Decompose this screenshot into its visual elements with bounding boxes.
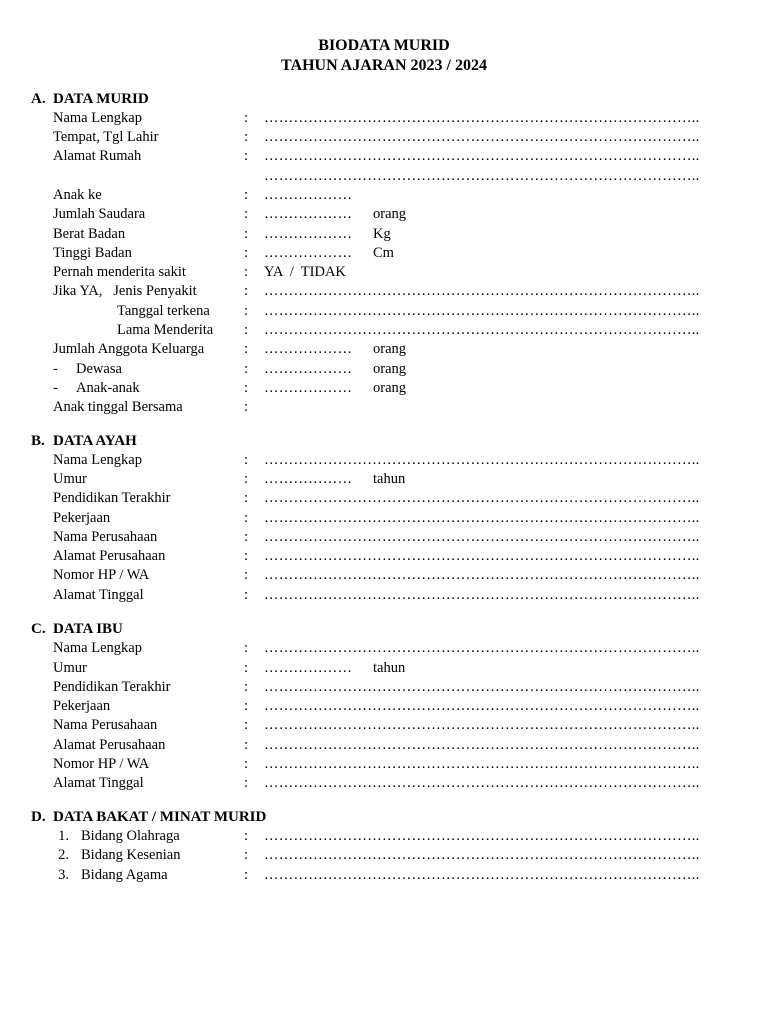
field-label: Pernah menderita sakit — [53, 264, 186, 280]
field-label: Pekerjaan — [53, 510, 111, 526]
field-row-ayah-nama — [0, 451, 768, 470]
fill-in-blank[interactable]: …………………………………………………………………………….. — [264, 756, 700, 772]
field-label: Pekerjaan — [53, 698, 111, 714]
fill-in-blank[interactable]: …………………………………………………………………………….. — [264, 679, 700, 695]
field-row-dewasa — [0, 360, 768, 379]
fill-in-blank[interactable]: …………………………………………………………………………….. — [264, 510, 700, 526]
fill-in-blank-short[interactable]: ……………… — [264, 341, 353, 357]
fill-in-blank-short[interactable]: ……………… — [264, 206, 353, 222]
fill-in-blank[interactable]: …………………………………………………………………………….. — [264, 567, 700, 583]
field-colon: : — [244, 399, 249, 415]
field-colon: : — [244, 361, 249, 377]
document-title: BIODATA MURID — [318, 37, 450, 54]
field-row-ayah-pekerjaan — [0, 509, 768, 528]
field-colon: : — [244, 548, 249, 564]
field-label: Jika YA, Jenis Penyakit — [53, 283, 197, 299]
fill-in-blank[interactable]: …………………………………………………………………………….. — [264, 548, 700, 564]
field-row-pernah-sakit — [0, 263, 768, 282]
fill-in-blank[interactable]: …………………………………………………………………………….. — [264, 490, 700, 506]
field-label: Anak tinggal Bersama — [53, 399, 183, 415]
field-colon: : — [244, 452, 249, 468]
field-colon: : — [244, 640, 249, 656]
field-colon: : — [244, 660, 249, 676]
field-label: Nama Perusahaan — [53, 529, 158, 545]
unit-label: tahun — [373, 660, 406, 676]
field-row-ayah-nama-perusahaan — [0, 528, 768, 547]
fill-in-blank-short[interactable]: ……………… — [264, 380, 353, 396]
fill-in-blank[interactable]: …………………………………………………………………………….. — [264, 775, 700, 791]
field-row-ibu-alamat-perusahaan — [0, 736, 768, 755]
field-row-jumlah-anggota — [0, 340, 768, 359]
fill-in-blank-short[interactable]: ……………… — [264, 187, 353, 203]
field-colon: : — [244, 264, 249, 280]
field-label: Nomor HP / WA — [53, 567, 150, 583]
field-row-anak-anak — [0, 379, 768, 398]
field-row-alamat-rumah-line2 — [0, 167, 768, 186]
bullet-dash: - — [53, 361, 58, 377]
section-letter: B. — [31, 433, 45, 449]
unit-label: orang — [373, 361, 407, 377]
fill-in-blank[interactable]: …………………………………………………………………………….. — [264, 640, 700, 656]
field-colon: : — [244, 206, 249, 222]
unit-label: Cm — [373, 245, 394, 261]
fill-in-blank[interactable]: …………………………………………………………………………….. — [264, 698, 700, 714]
field-colon: : — [244, 775, 249, 791]
field-label: Nama Perusahaan — [53, 717, 158, 733]
fill-in-blank[interactable]: …………………………………………………………………………….. — [264, 867, 700, 883]
field-label: Alamat Perusahaan — [53, 737, 166, 753]
field-label: Nama Lengkap — [53, 452, 142, 468]
yes-no-choice[interactable]: YA / TIDAK — [264, 264, 346, 280]
field-label: Tanggal terkena — [117, 303, 210, 319]
field-label: Dewasa — [76, 361, 122, 377]
field-row-anak-ke — [0, 186, 768, 205]
fill-in-blank[interactable]: …………………………………………………………………………….. — [264, 587, 700, 603]
field-row-ibu-umur — [0, 659, 768, 678]
section-title: DATA IBU — [53, 621, 123, 637]
field-label: Umur — [53, 660, 87, 676]
field-label: Alamat Tinggal — [53, 587, 144, 603]
fill-in-blank[interactable]: …………………………………………………………………………….. — [264, 168, 700, 184]
fill-in-blank[interactable]: …………………………………………………………………………….. — [264, 737, 700, 753]
field-colon: : — [244, 341, 249, 357]
section-b-heading — [31, 432, 137, 451]
field-row-alamat-rumah — [0, 147, 768, 166]
field-row-ibu-pekerjaan — [0, 697, 768, 716]
field-row-ayah-pendidikan — [0, 489, 768, 508]
field-colon: : — [244, 510, 249, 526]
field-row-jenis-penyakit — [0, 282, 768, 301]
field-label: Bidang Olahraga — [81, 828, 180, 844]
field-colon: : — [244, 303, 249, 319]
section-letter: C. — [31, 621, 46, 637]
field-label: Berat Badan — [53, 226, 126, 242]
field-colon: : — [244, 148, 249, 164]
field-row-bidang-olahraga — [0, 827, 768, 846]
field-colon: : — [244, 380, 249, 396]
fill-in-blank[interactable]: …………………………………………………………………………….. — [264, 828, 700, 844]
field-colon: : — [244, 283, 249, 299]
unit-label: Kg — [373, 226, 391, 242]
list-number: 1. — [58, 828, 69, 844]
field-colon: : — [244, 529, 249, 545]
field-colon: : — [244, 587, 249, 603]
field-row-tempat-tgl-lahir — [0, 128, 768, 147]
field-row-ayah-alamat-tinggal — [0, 586, 768, 605]
field-colon: : — [244, 828, 249, 844]
fill-in-blank-short[interactable]: ……………… — [264, 361, 353, 377]
fill-in-blank[interactable]: …………………………………………………………………………….. — [264, 129, 700, 145]
field-colon: : — [244, 698, 249, 714]
field-row-ibu-pendidikan — [0, 678, 768, 697]
fill-in-blank-short[interactable]: ……………… — [264, 471, 353, 487]
fill-in-blank[interactable]: …………………………………………………………………………….. — [264, 529, 700, 545]
unit-label: orang — [373, 206, 407, 222]
fill-in-blank[interactable]: …………………………………………………………………………….. — [264, 847, 700, 863]
fill-in-blank[interactable]: …………………………………………………………………………….. — [264, 148, 700, 164]
field-row-ibu-nama-perusahaan — [0, 716, 768, 735]
field-row-ibu-nomor-hp — [0, 755, 768, 774]
field-colon: : — [244, 187, 249, 203]
fill-in-blank[interactable]: …………………………………………………………………………….. — [264, 283, 700, 299]
field-label: Pendidikan Terakhir — [53, 679, 171, 695]
field-colon: : — [244, 245, 249, 261]
fill-in-blank-short[interactable]: ……………… — [264, 245, 353, 261]
section-c-heading — [31, 620, 123, 639]
list-number: 3. — [58, 867, 69, 883]
fill-in-blank[interactable]: …………………………………………………………………………….. — [264, 110, 700, 126]
field-colon: : — [244, 322, 249, 338]
field-colon: : — [244, 110, 249, 126]
section-title: DATA BAKAT / MINAT MURID — [53, 809, 267, 825]
unit-label: orang — [373, 341, 407, 357]
field-label: Bidang Agama — [81, 867, 168, 883]
field-label: Nama Lengkap — [53, 110, 142, 126]
field-label: Alamat Rumah — [53, 148, 142, 164]
field-row-lama-menderita — [0, 321, 768, 340]
field-label: Tempat, Tgl Lahir — [53, 129, 159, 145]
field-label: Pendidikan Terakhir — [53, 490, 171, 506]
field-row-nama-lengkap-murid — [0, 109, 768, 128]
field-colon: : — [244, 679, 249, 695]
fill-in-blank[interactable]: …………………………………………………………………………….. — [264, 322, 700, 338]
field-label: Anak-anak — [76, 380, 140, 396]
field-row-berat-badan — [0, 225, 768, 244]
field-row-ayah-umur — [0, 470, 768, 489]
field-label: Jumlah Saudara — [53, 206, 146, 222]
fill-in-blank[interactable]: …………………………………………………………………………….. — [264, 717, 700, 733]
section-letter: D. — [31, 809, 46, 825]
list-number: 2. — [58, 847, 69, 863]
field-row-bidang-agama — [0, 866, 768, 885]
field-colon: : — [244, 737, 249, 753]
section-d-heading — [31, 808, 266, 827]
section-title: DATA AYAH — [53, 433, 137, 449]
field-row-jumlah-saudara — [0, 205, 768, 224]
field-row-ibu-nama — [0, 639, 768, 658]
field-label: Alamat Tinggal — [53, 775, 144, 791]
field-label: Umur — [53, 471, 87, 487]
field-label: Nomor HP / WA — [53, 756, 150, 772]
field-label: Nama Lengkap — [53, 640, 142, 656]
field-row-ibu-alamat-tinggal — [0, 774, 768, 793]
unit-label: tahun — [373, 471, 406, 487]
field-label: Jumlah Anggota Keluarga — [53, 341, 205, 357]
fill-in-blank-short[interactable]: ……………… — [264, 226, 353, 242]
field-label: Anak ke — [53, 187, 102, 203]
field-colon: : — [244, 756, 249, 772]
field-label: Alamat Perusahaan — [53, 548, 166, 564]
field-colon: : — [244, 226, 249, 242]
section-title: DATA MURID — [53, 91, 149, 107]
section-letter: A. — [31, 91, 46, 107]
field-row-tanggal-terkena — [0, 302, 768, 321]
field-colon: : — [244, 867, 249, 883]
field-colon: : — [244, 567, 249, 583]
field-row-tinggi-badan — [0, 244, 768, 263]
field-row-bidang-kesenian — [0, 846, 768, 865]
field-colon: : — [244, 717, 249, 733]
field-row-ayah-alamat-perusahaan — [0, 547, 768, 566]
fill-in-blank-short[interactable]: ……………… — [264, 660, 353, 676]
field-colon: : — [244, 847, 249, 863]
field-label: Lama Menderita — [117, 322, 214, 338]
section-a-heading — [31, 90, 149, 109]
field-colon: : — [244, 129, 249, 145]
unit-label: orang — [373, 380, 407, 396]
field-row-anak-tinggal — [0, 398, 768, 417]
field-colon: : — [244, 471, 249, 487]
bullet-dash: - — [53, 380, 58, 396]
document-subtitle: TAHUN AJARAN 2023 / 2024 — [281, 57, 487, 74]
field-label: Tinggi Badan — [53, 245, 132, 261]
field-label: Bidang Kesenian — [81, 847, 181, 863]
field-colon: : — [244, 490, 249, 506]
fill-in-blank[interactable]: …………………………………………………………………………….. — [264, 452, 700, 468]
fill-in-blank[interactable]: …………………………………………………………………………….. — [264, 303, 700, 319]
field-row-ayah-nomor-hp — [0, 566, 768, 585]
